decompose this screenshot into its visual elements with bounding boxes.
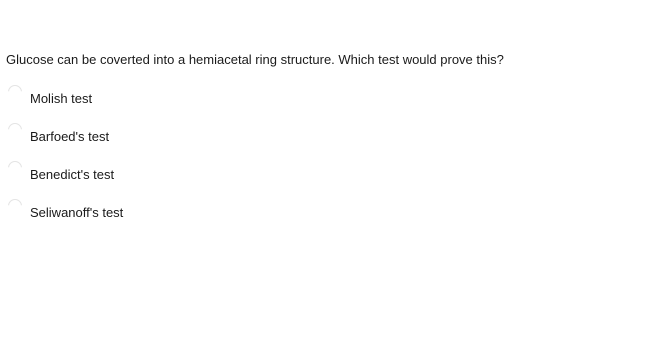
option-label: Barfoed's test	[30, 129, 110, 144]
option-molish[interactable]	[0, 85, 123, 123]
option-label: Seliwanoff's test	[30, 205, 124, 220]
radio-button[interactable]	[8, 161, 22, 175]
radio-button[interactable]	[8, 123, 22, 137]
option-label: Benedict's test	[30, 167, 115, 182]
option-label: Molish test	[30, 91, 93, 106]
radio-button[interactable]	[8, 199, 22, 213]
radio-button[interactable]	[8, 85, 22, 99]
answer-options	[0, 85, 123, 237]
question-text: Glucose can be coverted into a hemiacetal ring structure. Which test would prove this?	[6, 52, 504, 67]
option-seliwanoff[interactable]	[0, 199, 123, 237]
option-benedict[interactable]	[0, 161, 123, 199]
option-barfoed[interactable]	[0, 123, 123, 161]
